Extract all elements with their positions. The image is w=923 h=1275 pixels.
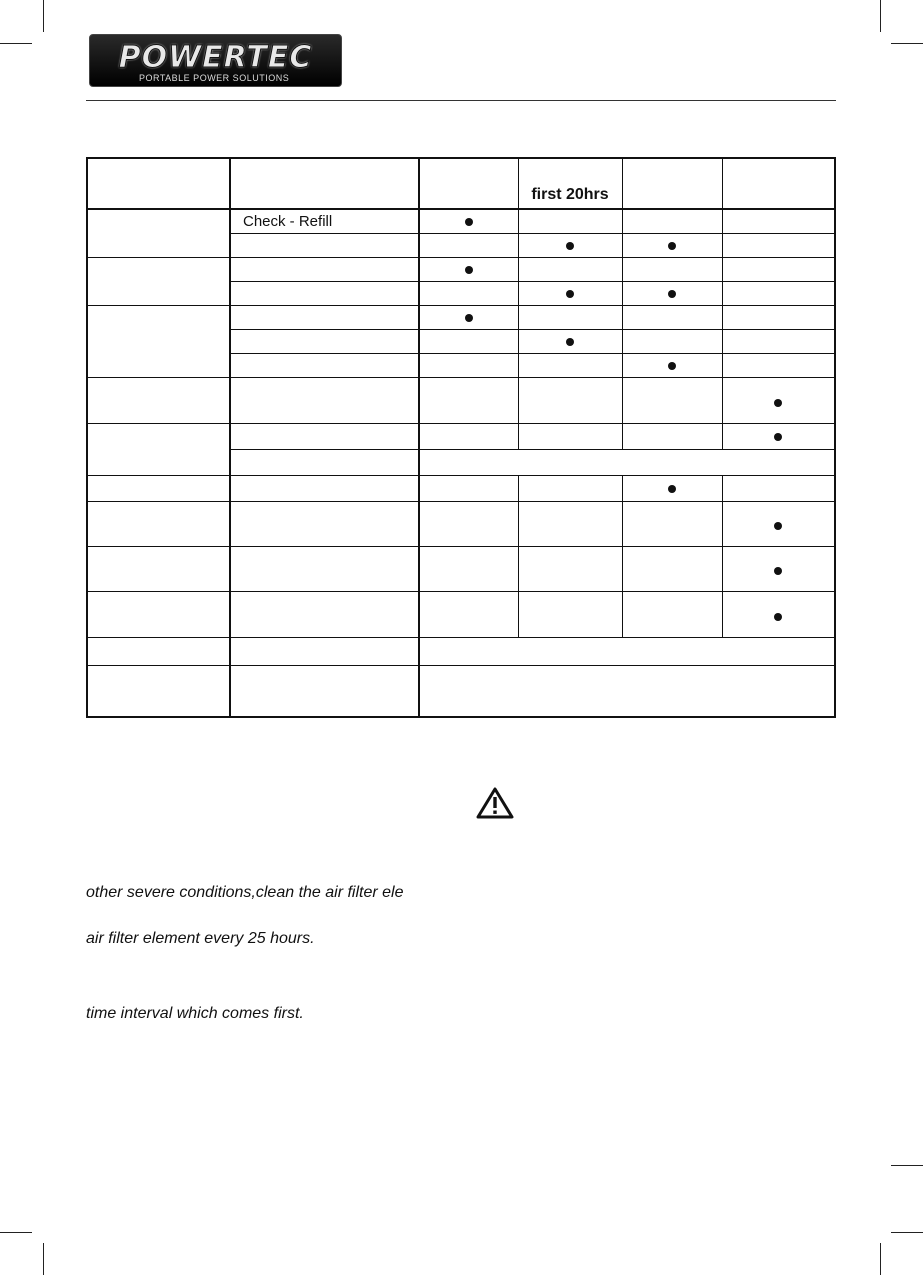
merged-cell: [419, 665, 835, 717]
schedule-dot: [774, 613, 782, 621]
maintenance-schedule-table: [86, 157, 836, 718]
schedule-dot: [774, 567, 782, 575]
table-header-row: [87, 158, 835, 209]
table-row: [87, 546, 835, 591]
merged-cell: [419, 449, 835, 475]
crop-mark: [43, 1243, 44, 1275]
item-cell: [87, 257, 230, 305]
schedule-dot: [774, 433, 782, 441]
schedule-dot: [668, 242, 676, 250]
schedule-dot: [566, 242, 574, 250]
crop-mark: [891, 1232, 923, 1233]
crop-mark: [880, 1243, 881, 1275]
header-cell-first-20hrs: first 20hrs: [518, 158, 622, 209]
table-row: [87, 305, 835, 329]
crop-mark: [0, 43, 32, 44]
table-row: [87, 591, 835, 637]
schedule-dot: [774, 522, 782, 530]
schedule-dot: [566, 338, 574, 346]
schedule-dot: [465, 218, 473, 226]
table-row: [87, 209, 835, 233]
table-row: [87, 475, 835, 501]
header-rule: [86, 100, 836, 101]
crop-mark: [880, 0, 881, 32]
schedule-dot: [668, 485, 676, 493]
schedule-dot: [566, 290, 574, 298]
note-line: air filter element every 25 hours.: [86, 930, 315, 947]
schedule-dot: [668, 290, 676, 298]
logo-tagline: PORTABLE POWER SOLUTIONS: [139, 73, 290, 83]
schedule-dot: [774, 399, 782, 407]
item-cell: [87, 305, 230, 377]
note-line: time interval which comes first.: [86, 1005, 304, 1022]
crop-mark: [43, 0, 44, 32]
table-row: [87, 377, 835, 423]
table-row: [87, 423, 835, 449]
procedure-cell: Check - Refill: [230, 209, 419, 233]
brand-logo: [89, 34, 342, 87]
crop-mark: [891, 43, 923, 44]
note-line: other severe conditions,clean the air filter ele: [86, 884, 404, 901]
table-row: [87, 501, 835, 546]
table-row: [87, 257, 835, 281]
table-row: [87, 665, 835, 717]
item-cell: [87, 209, 230, 257]
schedule-dot: [465, 266, 473, 274]
item-cell: [87, 423, 230, 475]
schedule-dot: [668, 362, 676, 370]
table-row: [87, 637, 835, 665]
merged-cell: [419, 637, 835, 665]
schedule-dot: [465, 314, 473, 322]
crop-mark: [0, 1232, 32, 1233]
crop-mark: [891, 1165, 923, 1166]
logo-wordmark: POWERTEC: [118, 40, 313, 75]
warning-triangle-icon: [476, 786, 514, 820]
